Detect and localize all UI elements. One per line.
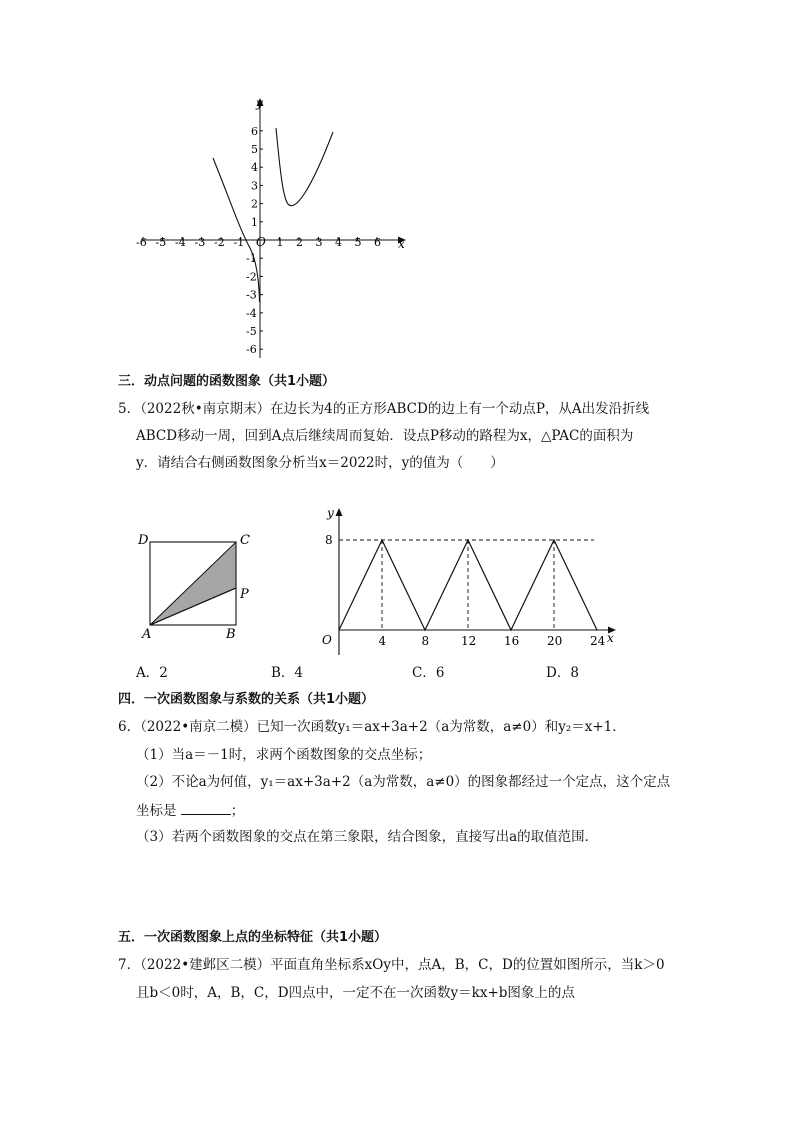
q5-line-3: y．请结合右侧函数图象分析当x＝2022时，y的值为（ ） <box>136 455 504 471</box>
q6-sub-1: （1）当a＝－1时，求两个函数图象的交点坐标； <box>136 747 432 763</box>
shaded-triangle-pac <box>150 542 236 625</box>
x-tick-label: -3 <box>194 236 206 249</box>
y-tick-label: 5 <box>251 143 258 156</box>
label-c: C <box>240 533 250 548</box>
q7-line-1: 7．（2022•建邺区二模）平面直角坐标系xOy中，点A，B，C，D的位置如图所示，当k＞0 <box>118 957 665 973</box>
q5-line-1: 5．（2022秋•南京期末）在边长为4的正方形ABCD的边上有一个动点P，从A出发沿折线 <box>118 401 650 417</box>
choice-c[interactable]: C．6 <box>412 665 445 681</box>
x-tick-label: 3 <box>315 236 323 249</box>
label-a: A <box>142 627 152 642</box>
x-axis-label: x <box>398 237 405 251</box>
x-tick-label: 12 <box>461 634 477 648</box>
x-tick-label: 1 <box>276 236 284 249</box>
x-tick-label: -5 <box>155 236 167 249</box>
y-tick-label: -3 <box>246 288 257 302</box>
y-tick-label: 2 <box>251 197 258 211</box>
x-tick-label: -2 <box>214 236 225 249</box>
choice-a[interactable]: A．2 <box>136 665 168 681</box>
q5-line-2: ABCD移动一周，回到A点后继续周而复始．设点P移动的路程为x，△PAC的面积为 <box>136 428 634 444</box>
choice-d[interactable]: D．8 <box>546 665 579 681</box>
origin-label: O <box>322 633 332 647</box>
y-tick-label: -5 <box>246 325 257 338</box>
section-5-heading: 五．一次函数图象上点的坐标特征（共1小题） <box>118 930 388 945</box>
square-figure <box>134 528 264 646</box>
x-tick-label: 2 <box>296 236 303 249</box>
y-tick-label: 3 <box>251 179 258 193</box>
q6-sub-2-label: 坐标是 <box>136 803 177 819</box>
x-tick-label: 24 <box>590 634 606 648</box>
label-p: P <box>240 587 249 602</box>
x-tick-label: -1 <box>233 236 245 249</box>
x-tick-label: 20 <box>547 634 563 648</box>
choice-b[interactable]: B．4 <box>271 665 304 681</box>
q6-sub-2-continued <box>136 800 244 821</box>
data-point <box>596 629 597 630</box>
y-tick-label: -6 <box>246 343 257 357</box>
data-point <box>510 629 511 630</box>
q7-line-2: 且b＜0时，A，B，C，D四点中，一定不在一次函数y＝kx+b图象上的点 <box>136 985 575 1001</box>
q6-sub-2: （2）不论a为何值，y₁＝ax+3a+2（a为常数，a≠0）的图象都经过一个定点，这个定点 <box>136 774 671 790</box>
x-tick-label: 8 <box>421 634 430 648</box>
y-tick-label: 8 <box>325 533 333 547</box>
y-tick-label: 4 <box>251 161 258 175</box>
x-tick-label: 5 <box>354 236 362 249</box>
data-point <box>467 539 468 540</box>
function-graph <box>130 90 420 365</box>
y-tick-label: 6 <box>251 124 258 138</box>
q6-sub-2-end: ； <box>230 803 245 819</box>
y-tick-label: -1 <box>246 252 257 266</box>
x-tick-label: 4 <box>335 236 342 249</box>
zigzag-line-chart <box>310 500 630 660</box>
x-tick-label: -4 <box>175 236 186 249</box>
q6-line-1: 6．（2022•南京二模）已知一次函数y₁＝ax+3a+2（a为常数，a≠0）和y₂＝x+1． <box>118 719 626 735</box>
x-tick-label: -6 <box>136 236 147 249</box>
y-axis-label: y <box>256 96 263 110</box>
section-4-heading: 四．一次函数图象与系数的关系（共1小题） <box>118 692 375 707</box>
x-axis-label: x <box>607 631 614 645</box>
y-tick-label: -4 <box>246 306 257 320</box>
y-tick-label: 1 <box>251 215 258 229</box>
origin-label: O <box>256 235 266 249</box>
right-branch-curve <box>276 128 333 206</box>
x-tick-label: 6 <box>374 236 381 249</box>
data-point <box>553 539 554 540</box>
x-tick-label: 4 <box>378 634 387 648</box>
label-d: D <box>138 533 149 548</box>
y-axis-label: y <box>327 506 334 520</box>
y-tick-label: -2 <box>246 270 257 284</box>
q6-sub-3: （3）若两个函数图象的交点在第三象限，结合图象，直接写出a的取值范围． <box>136 829 599 845</box>
data-point <box>338 629 339 630</box>
y-axis-arrow <box>336 508 343 516</box>
label-b: B <box>226 627 236 642</box>
data-point <box>424 629 425 630</box>
answer-blank[interactable] <box>181 800 231 815</box>
x-tick-label: 16 <box>504 634 520 648</box>
section-3-heading: 三．动点问题的函数图象（共1小题） <box>118 374 336 389</box>
data-point <box>381 539 382 540</box>
